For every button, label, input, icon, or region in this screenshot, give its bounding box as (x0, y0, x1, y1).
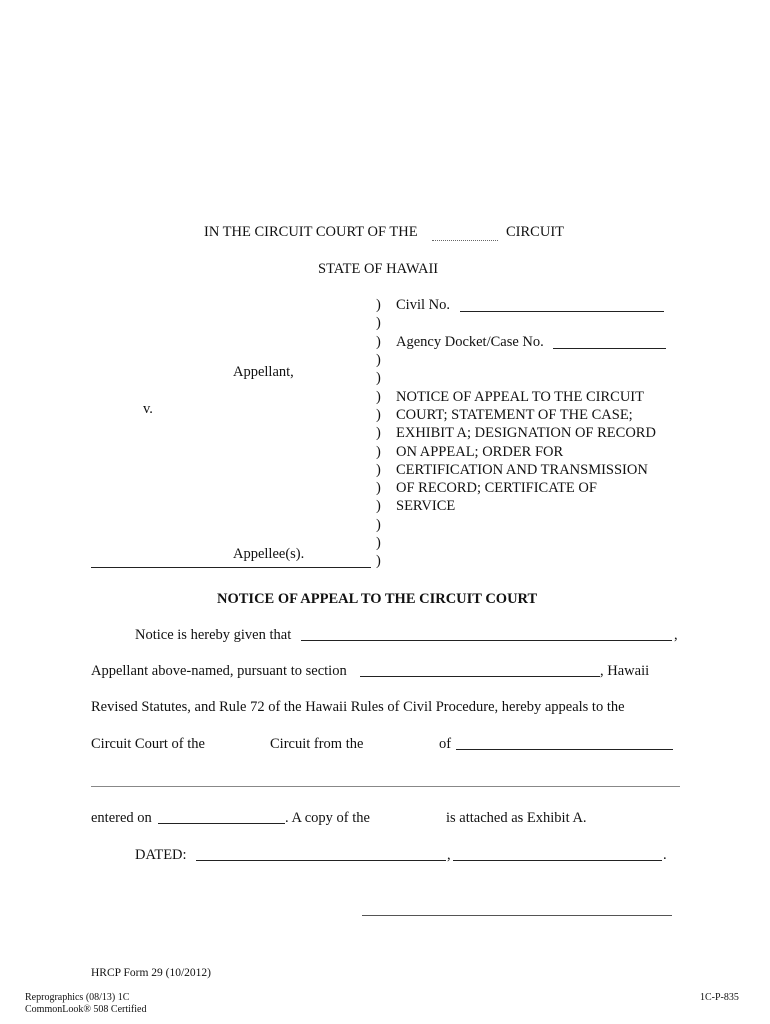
paren: ) (376, 444, 381, 460)
dated-period: . (663, 847, 667, 863)
paren: ) (376, 425, 381, 441)
dated-comma: , (447, 847, 451, 863)
comma-text: , (674, 627, 678, 643)
order-description-continuation-field[interactable] (91, 786, 680, 787)
civil-no-label: Civil No. (396, 297, 450, 313)
caption-bottom-rule (91, 567, 371, 568)
document-title-line: SERVICE (396, 498, 456, 515)
paren: ) (376, 407, 381, 423)
agency-docket-label: Agency Docket/Case No. (396, 334, 544, 350)
circuit-number-field[interactable] (432, 240, 498, 241)
paren: ) (376, 498, 381, 514)
civil-no-field[interactable] (460, 311, 664, 312)
dated-date-field[interactable] (453, 860, 662, 861)
attached-exhibit-text: is attached as Exhibit A. (446, 810, 587, 826)
document-title-line: EXHIBIT A; DESIGNATION OF RECORD (396, 425, 656, 442)
notice-heading: NOTICE OF APPEAL TO THE CIRCUIT COURT (217, 591, 538, 607)
dated-label: DATED: (135, 847, 187, 863)
of-text: of (439, 736, 452, 752)
paren: ) (376, 297, 381, 313)
paren: ) (376, 315, 381, 331)
paren: ) (376, 462, 381, 478)
document-title-line: OF RECORD; CERTIFICATE OF (396, 480, 597, 497)
document-title-block (396, 388, 656, 515)
document-title-line: ON APPEAL; ORDER FOR (396, 443, 564, 460)
statute-section-field[interactable] (360, 676, 600, 677)
circuit-from-text: Circuit from the (270, 736, 364, 752)
appellant-named-text: Appellant above-named, pursuant to section (91, 663, 347, 679)
versus-label: v. (143, 401, 153, 417)
appellant-label: Appellant, (233, 364, 294, 380)
appellee-label: Appellee(s). (233, 546, 305, 562)
paren: ) (376, 480, 381, 496)
state-title: STATE OF HAWAII (318, 261, 439, 277)
order-description-field[interactable] (456, 749, 673, 750)
entered-on-text: entered on (91, 810, 152, 826)
paren: ) (376, 352, 381, 368)
hawaii-text: , Hawaii (600, 663, 650, 679)
commonlook-note: CommonLook® 508 Certified (25, 1004, 147, 1015)
court-title-suffix: CIRCUIT (506, 224, 564, 240)
appellant-name-field[interactable] (301, 640, 672, 641)
document-title-line: CERTIFICATION AND TRANSMISSION (396, 461, 648, 478)
document-title-line: NOTICE OF APPEAL TO THE CIRCUIT (396, 389, 644, 405)
revised-statutes-text: Revised Statutes, and Rule 72 of the Hawaii Rules of Civil Procedure, hereby appeals to the (91, 699, 625, 715)
paren: ) (376, 517, 381, 533)
paren: ) (376, 553, 381, 569)
dated-location-field[interactable] (196, 860, 446, 861)
court-title-prefix: IN THE CIRCUIT COURT OF THE (204, 224, 418, 240)
notice-given-text: Notice is hereby given that (135, 627, 292, 643)
reprographics-note: Reprographics (08/13) 1C (25, 992, 130, 1003)
entered-date-field[interactable] (158, 823, 285, 824)
paren: ) (376, 389, 381, 405)
signature-field[interactable] (362, 915, 672, 916)
copy-of-text: . A copy of the (285, 810, 370, 826)
form-number: HRCP Form 29 (10/2012) (91, 967, 212, 979)
document-title-line: COURT; STATEMENT OF THE CASE; (396, 407, 633, 424)
paren: ) (376, 370, 381, 386)
paren: ) (376, 334, 381, 350)
form-code: 1C-P-835 (700, 992, 739, 1003)
paren: ) (376, 535, 381, 551)
circuit-court-of-text: Circuit Court of the (91, 736, 205, 752)
agency-docket-field[interactable] (553, 348, 666, 349)
